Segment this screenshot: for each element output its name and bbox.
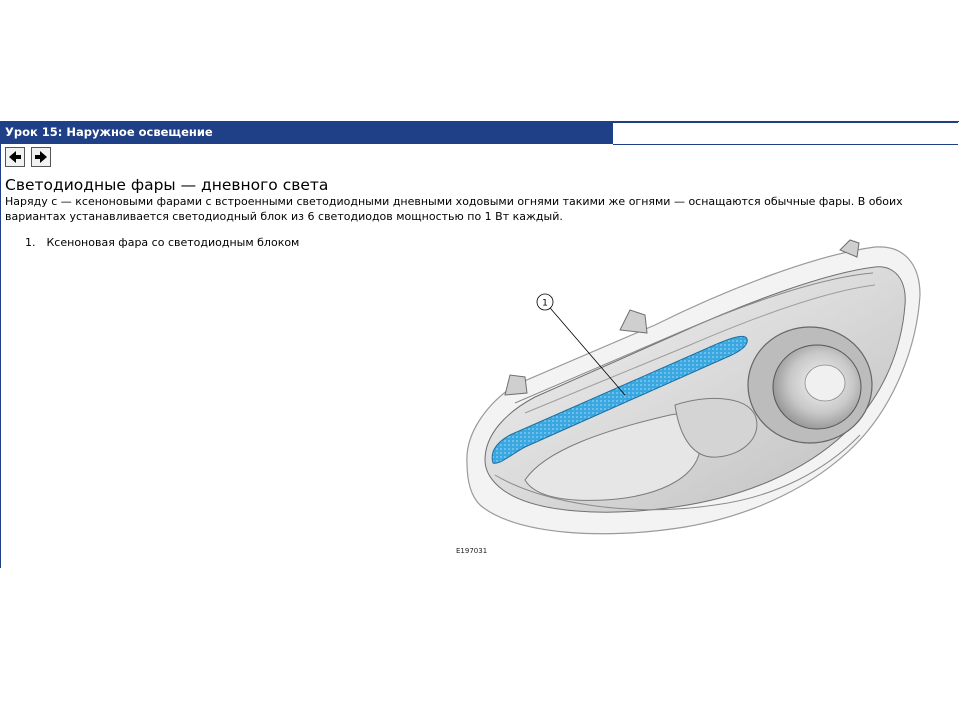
callout-number: 1 — [542, 298, 548, 309]
list-item-number: 1. — [25, 236, 36, 249]
list-item — [25, 236, 299, 249]
arrow-right-icon — [32, 148, 50, 166]
description-paragraph: Наряду с — ксеноновыми фарами с встроенными светодиодными дневными ходовыми огнями такими же огнями — оснащаются обычные фары. В обоих вариантах устанавливается светодиодный блок из 6 светодиодов мощностью по 1 Вт каждый. — [5, 195, 903, 223]
list-item-text: Ксеноновая фара со светодиодным блоком — [46, 236, 300, 249]
page-heading: Светодиодные фары — дневного света — [5, 176, 329, 194]
arrow-left-icon — [6, 148, 24, 166]
headlamp-illustration — [455, 235, 945, 565]
figure-code: E197031 — [456, 547, 488, 555]
back-button[interactable] — [5, 147, 25, 167]
forward-button[interactable] — [31, 147, 51, 167]
lesson-title: Урок 15: Наружное освещение — [5, 125, 213, 139]
titlebar-spacer — [613, 122, 958, 145]
lesson-titlebar — [0, 122, 613, 144]
